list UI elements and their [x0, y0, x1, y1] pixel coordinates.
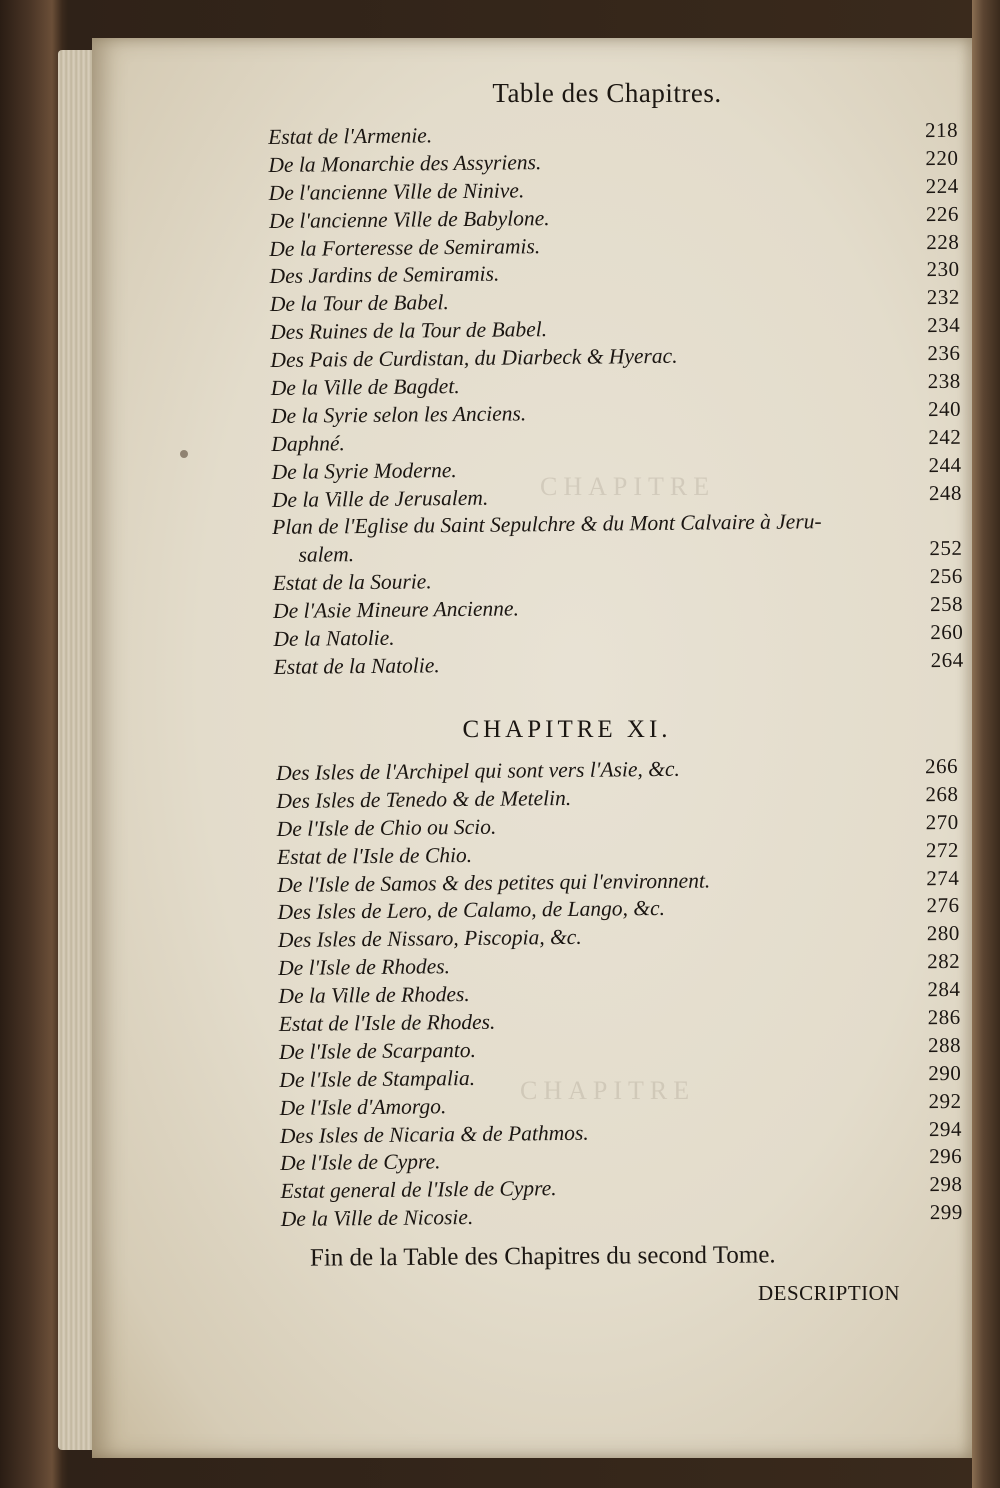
toc-entry-page: 232	[926, 285, 960, 310]
toc-entry-title: De l'Isle d'Amorgo.	[279, 1093, 447, 1120]
toc-entry-title: De la Syrie Moderne.	[271, 457, 457, 484]
catchword: DESCRIPTION	[758, 1281, 901, 1305]
bleed-through-text: CHAPITRE	[520, 1076, 696, 1105]
toc-entry-title: Des Ruines de la Tour de Babel.	[270, 317, 548, 345]
toc-entry-page: 298	[929, 1172, 963, 1197]
toc-entry-page: 220	[925, 145, 959, 171]
toc-entry-title: De la Ville de Rhodes.	[278, 982, 470, 1009]
toc-entry-page: 288	[927, 1032, 962, 1058]
toc-entry-title: De la Monarchie des Assyriens.	[268, 150, 542, 177]
toc-entry-title: Des Pais de Curdistan, du Diarbeck & Hyerac.	[270, 343, 678, 373]
toc-entry-page: 294	[928, 1116, 963, 1141]
chapter-heading-text: CHAPITRE XI.	[462, 716, 672, 743]
toc-entry-page: 260	[930, 619, 964, 645]
toc-entry-title: De la Tour de Babel.	[269, 290, 449, 317]
chapter-list-1	[268, 117, 964, 682]
toc-entry-page: 290	[928, 1060, 962, 1085]
toc-entry-page: 274	[926, 865, 960, 890]
ink-spot	[180, 450, 188, 458]
toc-entry-title: Daphné.	[271, 431, 345, 456]
toc-entry-page: 286	[927, 1004, 961, 1030]
toc-entry-title: Estat de l'Armenie.	[268, 123, 433, 149]
toc-entry-page: 284	[927, 976, 961, 1002]
toc-entry-page: 272	[925, 837, 960, 862]
toc-entry-title: De l'Isle de Rhodes.	[278, 954, 451, 981]
toc-entry-title: salem.	[298, 542, 355, 568]
toc-entry-title: De la Forteresse de Semiramis.	[269, 233, 541, 261]
toc-entry-title: De la Ville de Nicosie.	[280, 1205, 474, 1232]
toc-entry-title: De la Syrie selon les Anciens.	[270, 401, 527, 428]
chapter-heading	[92, 716, 972, 744]
toc-entry-title: De l'Isle de Chio ou Scio.	[276, 814, 497, 841]
toc-entry-page: 234	[927, 312, 961, 338]
toc-entry-page: 230	[926, 257, 960, 282]
toc-entry-title: De l'Isle de Scarpanto.	[278, 1037, 477, 1064]
toc-entry-title: Estat de l'Isle de Chio.	[276, 842, 473, 869]
chapter-list-2	[276, 753, 963, 1234]
toc-entry-title: De la Natolie.	[273, 625, 395, 652]
toc-entry-page: 238	[927, 368, 961, 394]
toc-entry-page: 258	[929, 591, 964, 617]
toc-entry-title: De l'Isle de Cypre.	[280, 1149, 441, 1176]
toc-entry-title: De l'ancienne Ville de Ninive.	[268, 178, 525, 205]
toc-entry-page: 242	[928, 424, 962, 449]
toc-entry-page: 270	[925, 809, 959, 834]
toc-entry-title: Des Isles de Tenedo & de Metelin.	[276, 785, 572, 813]
toc-entry-page: 252	[929, 536, 963, 561]
bleed-through-text: CHAPITRE	[540, 472, 716, 501]
toc-entry-page: 224	[925, 173, 959, 198]
right-edge	[972, 0, 1000, 1488]
toc-entry-title: Plan de l'Eglise du Saint Sepulchre & du Mont Calvaire à Jeru-	[272, 509, 822, 540]
header-title: Table des Chapitres.	[492, 78, 722, 108]
toc-entry-title: Estat de la Natolie.	[273, 653, 440, 679]
toc-entry-title: De l'Isle de Samos & des petites qui l'environnent.	[277, 868, 711, 897]
toc-entry-page: 248	[928, 480, 963, 505]
toc-entry-page: 264	[930, 647, 964, 673]
page-header	[92, 78, 972, 109]
toc-entry-title: De la Ville de Jerusalem.	[271, 485, 489, 512]
toc-entry-page: 296	[929, 1144, 963, 1169]
toc-entry-page: 218	[924, 117, 959, 143]
toc-entry-page: 244	[928, 452, 962, 477]
toc-entry-title: Des Isles de Lero, de Calamo, de Lango, &c.	[277, 896, 666, 925]
toc-entry-page: 299	[929, 1200, 963, 1225]
toc-entry-page: 280	[926, 921, 960, 946]
toc-entry-title: Estat de la Sourie.	[272, 569, 432, 596]
toc-entry-page: 282	[927, 949, 961, 974]
toc-entry-page: 266	[924, 753, 959, 779]
toc-entry-page: 226	[925, 201, 960, 226]
toc-entry-title: De la Ville de Bagdet.	[270, 374, 460, 401]
end-of-table-note: Fin de la Table des Chapitres du second Tome.	[309, 1241, 776, 1272]
toc-entry-title: Des Isles de Nissaro, Piscopia, &c.	[277, 925, 582, 953]
toc-entry-page: 228	[926, 229, 960, 254]
toc-entry-title: Des Isles de Nicaria & de Pathmos.	[279, 1120, 589, 1148]
toc-entry-title: Estat general de l'Isle de Cypre.	[280, 1176, 557, 1204]
toc-entry-title: Des Isles de l'Archipel qui sont vers l'Asie, &c.	[276, 756, 680, 785]
toc-entry-title: De l'Isle de Stampalia.	[279, 1065, 476, 1092]
toc-entry-page: 236	[927, 340, 961, 366]
toc-entry-page: 256	[929, 563, 963, 589]
toc-entry-title: De l'ancienne Ville de Babylone.	[268, 205, 550, 233]
toc-entry-page: 276	[926, 893, 960, 918]
toc-entry-title: Des Jardins de Semiramis.	[269, 262, 500, 289]
toc-entry-page: 292	[928, 1088, 962, 1113]
toc-entry-title: Estat de l'Isle de Rhodes.	[278, 1009, 496, 1037]
toc-entry-page: 268	[925, 781, 959, 807]
toc-entry-title: De l'Asie Mineure Ancienne.	[272, 596, 520, 624]
toc-entry-page: 240	[927, 396, 962, 422]
